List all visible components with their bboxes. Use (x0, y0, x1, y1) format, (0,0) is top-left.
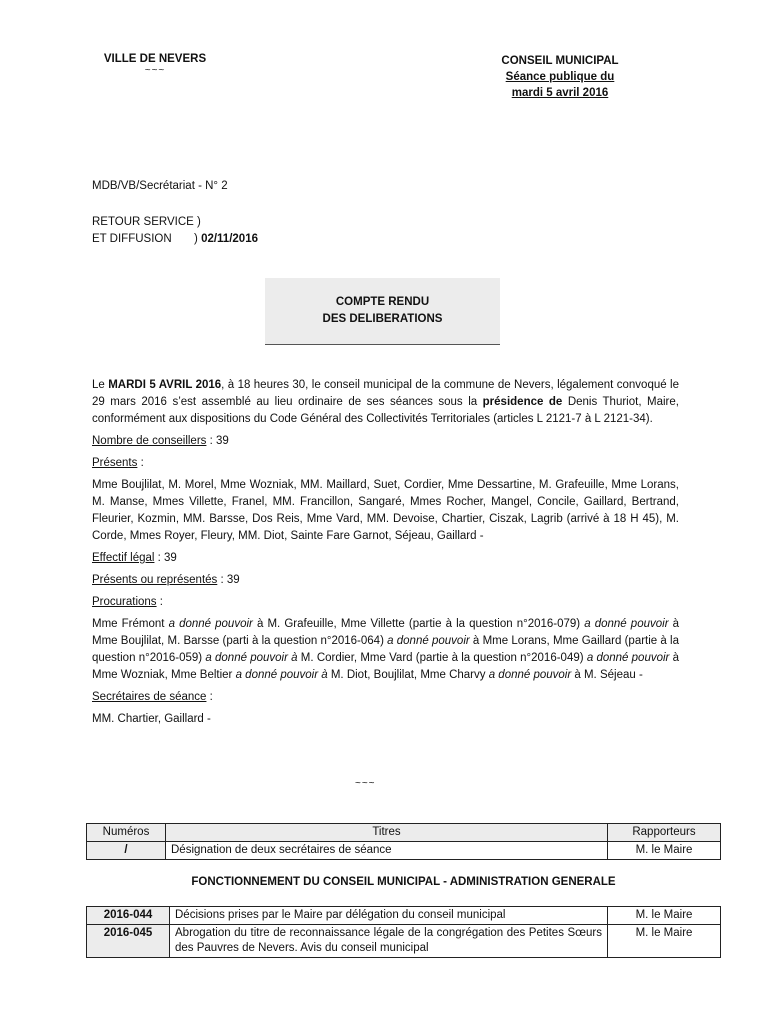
procu-part: à M. Séjeau - (571, 669, 643, 681)
intro-date: MARDI 5 AVRIL 2016 (108, 379, 222, 391)
intro-e: Denis Thuriot, Maire, conformément aux dispositions du Code Général des Collectivités Territoriales (articles L 2121-7 à L 2121-34). (92, 396, 679, 425)
presrep-value: : 39 (217, 574, 240, 586)
procu-part: a donné pouvoir (387, 635, 470, 647)
presents-label: Présents (92, 457, 138, 469)
ornament-icon: ~~~ (355, 778, 376, 789)
row-title: Désignation de deux secrétaires de séance (166, 842, 608, 860)
procu-part: à Mme Boujlilat, M. Barsse (parti à la question n°2016-064) (92, 618, 680, 647)
intro-paragraph (92, 377, 679, 428)
title-box (265, 278, 500, 345)
procu-part: a donné pouvoir (584, 618, 669, 630)
col-rapporteurs: Rapporteurs (608, 824, 721, 842)
procu-part: à M. Grafeuille, Mme Villette (partie à la question n°2016-079) (252, 618, 585, 630)
row-num: / (87, 842, 166, 860)
title-line2: DES DELIBERATIONS (322, 313, 443, 325)
row-rap: M. le Maire (608, 907, 721, 925)
row-num: 2016-045 (87, 925, 170, 958)
procurations-heading (92, 594, 679, 611)
presrep-label: Présents ou représentés (92, 574, 218, 586)
col-titres: Titres (166, 824, 608, 842)
header-left (95, 53, 215, 76)
procu-part: a donné pouvoir (168, 618, 253, 630)
retour-line1: RETOUR SERVICE ) (92, 216, 201, 228)
table-row (87, 842, 721, 860)
table-secretaires (86, 823, 721, 860)
table-row (87, 925, 721, 958)
section-title: FONCTIONNEMENT DU CONSEIL MUNICIPAL - ADMINISTRATION GENERALE (191, 876, 616, 888)
col-numeros: Numéros (87, 824, 166, 842)
procu-part: M. Diot, Boujlilat, Mme Charvy (327, 669, 489, 681)
effectif-value: : 39 (154, 552, 177, 564)
session-date: mardi 5 avril 2016 (511, 87, 609, 99)
procu-part: M. Cordier, Mme Vard (partie à la question n°2016-049) (297, 652, 587, 664)
procu-part: Mme Frémont (92, 618, 169, 630)
council-title: CONSEIL MUNICIPAL (501, 55, 619, 67)
nb-value: : 39 (206, 435, 229, 447)
procu-part: a donné pouvoir (488, 669, 572, 681)
retour-date: 02/11/2016 (201, 233, 258, 245)
presents-representes (92, 572, 679, 589)
table-header-row (87, 824, 721, 842)
procu-part: a donné pouvoir à (235, 669, 328, 681)
row-rap: M. le Maire (608, 925, 721, 958)
table-deliberations (86, 906, 721, 958)
secretaires-heading (92, 689, 679, 706)
retour-line2-text: ET DIFFUSION ) (92, 233, 198, 245)
procu-part: à Mme Wozniak, Mme Beltier (92, 652, 680, 681)
secr-label: Secrétaires de séance (92, 691, 207, 703)
row-num: 2016-044 (87, 907, 170, 925)
retour-line2 (92, 231, 258, 248)
secretaires-value: MM. Chartier, Gaillard - (92, 713, 211, 725)
procu-part: à Mme Lorans, Mme Gaillard (partie à la question n°2016-059) (92, 635, 679, 664)
procu-part: a donné pouvoir à (205, 652, 298, 664)
row-title: Décisions prises par le Maire par délégation du conseil municipal (170, 907, 608, 925)
body (92, 377, 679, 733)
procu-colon: : (156, 596, 163, 608)
title-line1: COMPTE RENDU (335, 296, 430, 308)
effectif-legal (92, 550, 679, 567)
procurations-list (92, 616, 679, 684)
procu-label: Procurations (92, 596, 157, 608)
reference-number: MDB/VB/Secrétariat - N° 2 (92, 180, 228, 192)
city-name: VILLE DE NEVERS (103, 53, 207, 65)
row-title: Abrogation du titre de reconnaissance légale de la congrégation des Petites Sœurs des Pauvres de Nevers. Avis du conseil municipal (170, 925, 608, 958)
row-rap: M. le Maire (608, 842, 721, 860)
effectif-label: Effectif légal (92, 552, 155, 564)
procu-part: a donné pouvoir (586, 652, 670, 664)
header-right (480, 53, 640, 101)
retour-block (92, 214, 258, 248)
ornament-icon: ~~~ (144, 65, 166, 76)
intro-presidence: présidence de (482, 396, 563, 408)
presents-heading (92, 455, 679, 472)
presents-list: Mme Boujlilat, M. Morel, Mme Wozniak, MM. Maillard, Suet, Cordier, Mme Dessartine, M. Grafeuille, Mme Lorans, M. Manse, Mmes Villette, Franel, MM. Francillon, Sangaré, Mmes Rocher, Mangel, Concile, Gaillard, Bertrand, Fleurier, Kozmin, MM. Barsse, Dos Reis, Mme Vard, MM. Devoise, Chartier, Ciszak, Lagrib (arrivé à 18 H 45), M. Corde, Mmes Royer, Fleury, MM. Diot, Sainte Fare Garnot, Séjeau, Gaillard - (92, 479, 679, 542)
nb-conseillers (92, 433, 679, 450)
table-row (87, 907, 721, 925)
session-label: Séance publique du (505, 71, 615, 83)
presents-colon: : (137, 457, 144, 469)
intro-c: , à 18 heures 30, le conseil municipal de la commune de Nevers, légalement convoqué le 29 mars 2016 s’est assemblé au lieu ordinaire de ses séances sous la (92, 379, 680, 408)
nb-label: Nombre de conseillers (92, 435, 207, 447)
secr-colon: : (206, 691, 213, 703)
intro-a: Le (92, 379, 109, 391)
